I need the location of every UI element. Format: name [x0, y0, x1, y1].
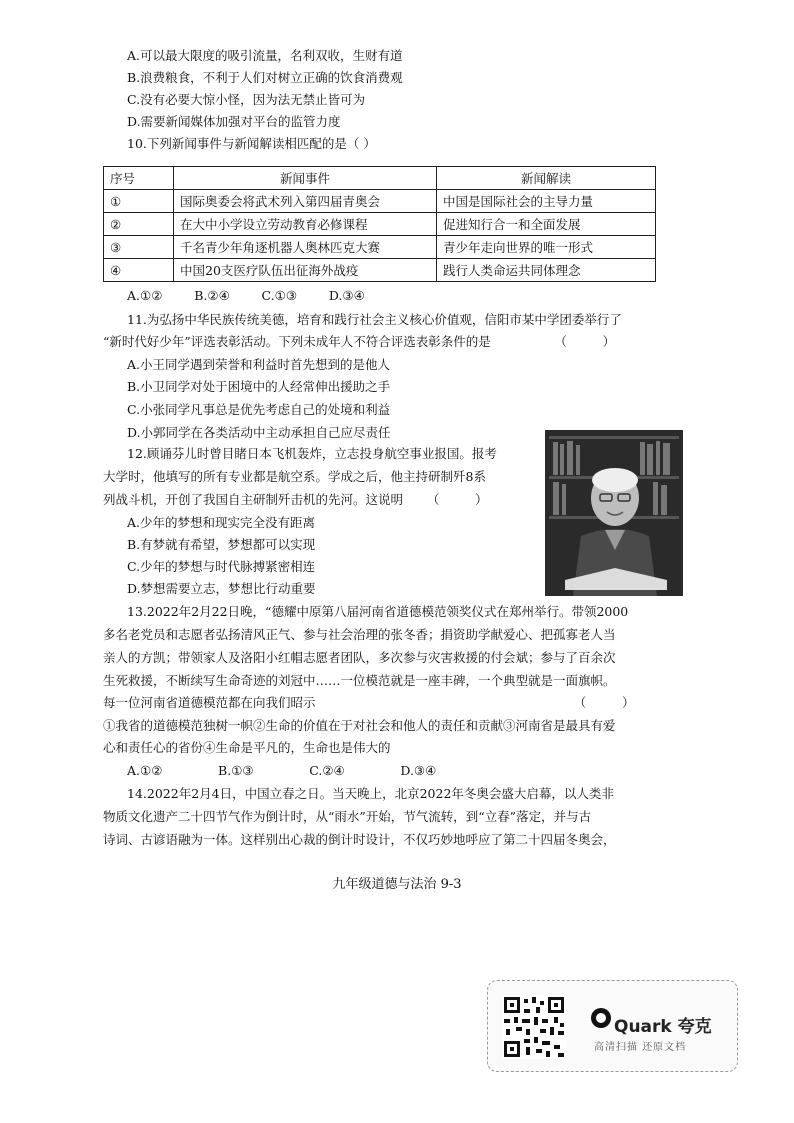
page-footer: 九年级道德与法治 9-3	[332, 877, 462, 892]
row-event: 在大中小学设立劳动教育必修课程	[174, 213, 437, 236]
q12-stem-line1: 12.顾诵芬儿时曾目睹日本飞机轰炸，立志投身航空事业报国。报考	[127, 446, 497, 461]
q12-stem-line2: 大学时，他填写的所有专业都是航空系。学成之后，他主持研制歼8系	[103, 469, 486, 484]
q9-option-c: C.没有必要大惊小怪，因为法无禁止皆可为	[127, 92, 366, 107]
q9-option-b: B.浪费粮食，不利于人们对树立正确的饮食消费观	[127, 70, 403, 85]
q14-stem-line3: 诗词、古谚语融为一体。这样别出心裁的倒计时设计，不仅巧妙地呼应了第二十四届冬奥会，	[103, 832, 616, 847]
table-header-row	[104, 167, 656, 190]
row-interpretation: 青少年走向世界的唯一形式	[437, 236, 656, 259]
q11-option-a: A.小王同学遇到荣誉和利益时首先想到的是他人	[127, 357, 391, 372]
q14-stem-line2: 物质文化遗产二十四节气作为倒计时，从“雨水”开始，节气流转，到“立春”落定，并与古	[103, 809, 592, 824]
q11-option-d: D.小郭同学在各类活动中主动承担自己应尽责任	[127, 425, 391, 440]
q12-option-b: B.有梦就有希望，梦想都可以实现	[127, 537, 316, 552]
q10-options: A.①② B.②④ C.①③ D.③④	[127, 288, 365, 303]
table-row	[104, 213, 656, 236]
quark-tagline: 高清扫描 还原文档	[594, 1042, 687, 1053]
qr-code-icon[interactable]	[502, 995, 566, 1059]
q10-stem: 10.下列新闻事件与新闻解读相匹配的是（ ）	[127, 136, 376, 151]
row-interpretation: 中国是国际社会的主导力量	[437, 190, 656, 213]
q13-stem-line5: 每一位河南省道德模范都在向我们昭示 （ ）	[103, 695, 635, 710]
row-event: 千名青少年角逐机器人奥林匹克大赛	[174, 236, 437, 259]
q13-stem-line1: 13.2022年2月22日晚，“德耀中原第八届河南省道德模范领奖仪式在郑州举行。带领2000	[127, 604, 629, 619]
table-header-index: 序号	[104, 167, 174, 190]
q13-stem-line4: 生死救援，不断续写生命奇迹的刘冠中……一位模范就是一座丰碑，一个典型就是一面旗帜。	[103, 673, 616, 688]
portrait-photo	[545, 430, 683, 596]
row-index: ④	[104, 259, 174, 282]
row-event: 国际奥委会将武术列入第四届青奥会	[174, 190, 437, 213]
row-index: ②	[104, 213, 174, 236]
quark-brand: Quark 夸克	[614, 1017, 712, 1037]
q14-stem-line1: 14.2022年2月4日，中国立春之日。当天晚上，北京2022年冬奥会盛大启幕，以人类非	[127, 786, 614, 801]
table-row	[104, 259, 656, 282]
q11-stem-line2: “新时代好少年”评选表彰活动。下列未成年人不符合评选表彰条件的是 （ ）	[103, 334, 616, 349]
q13-choices-line1: ①我省的道德模范独树一帜②生命的价值在于对社会和他人的责任和贡献③河南省是最具有爱	[103, 718, 616, 733]
q13-stem-line3: 亲人的方凯；带领家人及洛阳小红帽志愿者团队，多次参与灾害救援的付会斌；参与了百余次	[103, 650, 616, 665]
q11-stem-line1: 11.为弘扬中华民族传统美德，培育和践行社会主义核心价值观，信阳市某中学团委举行了	[127, 312, 622, 327]
row-index: ①	[104, 190, 174, 213]
table-row	[104, 190, 656, 213]
news-table	[103, 166, 656, 282]
q12-stem-line3: 列战斗机，开创了我国自主研制歼击机的先河。这说明 （ ）	[103, 492, 488, 507]
row-index: ③	[104, 236, 174, 259]
q12-option-d: D.梦想需要立志，梦想比行动重要	[127, 581, 316, 596]
quark-badge[interactable]	[487, 980, 738, 1072]
table-header-interpretation: 新闻解读	[437, 167, 656, 190]
q11-option-b: B.小卫同学对处于困境中的人经常伸出援助之手	[127, 379, 391, 394]
row-event: 中国20支医疗队伍出征海外战疫	[174, 259, 437, 282]
q11-option-c: C.小张同学凡事总是优先考虑自己的处境和利益	[127, 402, 391, 417]
q12-option-c: C.少年的梦想与时代脉搏紧密相连	[127, 559, 316, 574]
table-header-event: 新闻事件	[174, 167, 437, 190]
q9-option-a: A.可以最大限度的吸引流量，名利双收，生财有道	[127, 48, 403, 63]
q13-options: A.①② B.①③ C.②④ D.③④	[127, 763, 437, 778]
q9-option-d: D.需要新闻媒体加强对平台的监管力度	[127, 114, 341, 129]
row-interpretation: 践行人类命运共同体理念	[437, 259, 656, 282]
q12-option-a: A.少年的梦想和现实完全没有距离	[127, 515, 316, 530]
table-row	[104, 236, 656, 259]
row-interpretation: 促进知行合一和全面发展	[437, 213, 656, 236]
q13-stem-line2: 多名老党员和志愿者弘扬清风正气、参与社会治理的张冬香；捐资助学献爱心、把孤寡老人当	[103, 627, 616, 642]
q13-choices-line2: 心和责任心的省份④生命是平凡的，生命也是伟大的	[103, 740, 391, 755]
quark-logo-icon	[591, 1008, 611, 1028]
